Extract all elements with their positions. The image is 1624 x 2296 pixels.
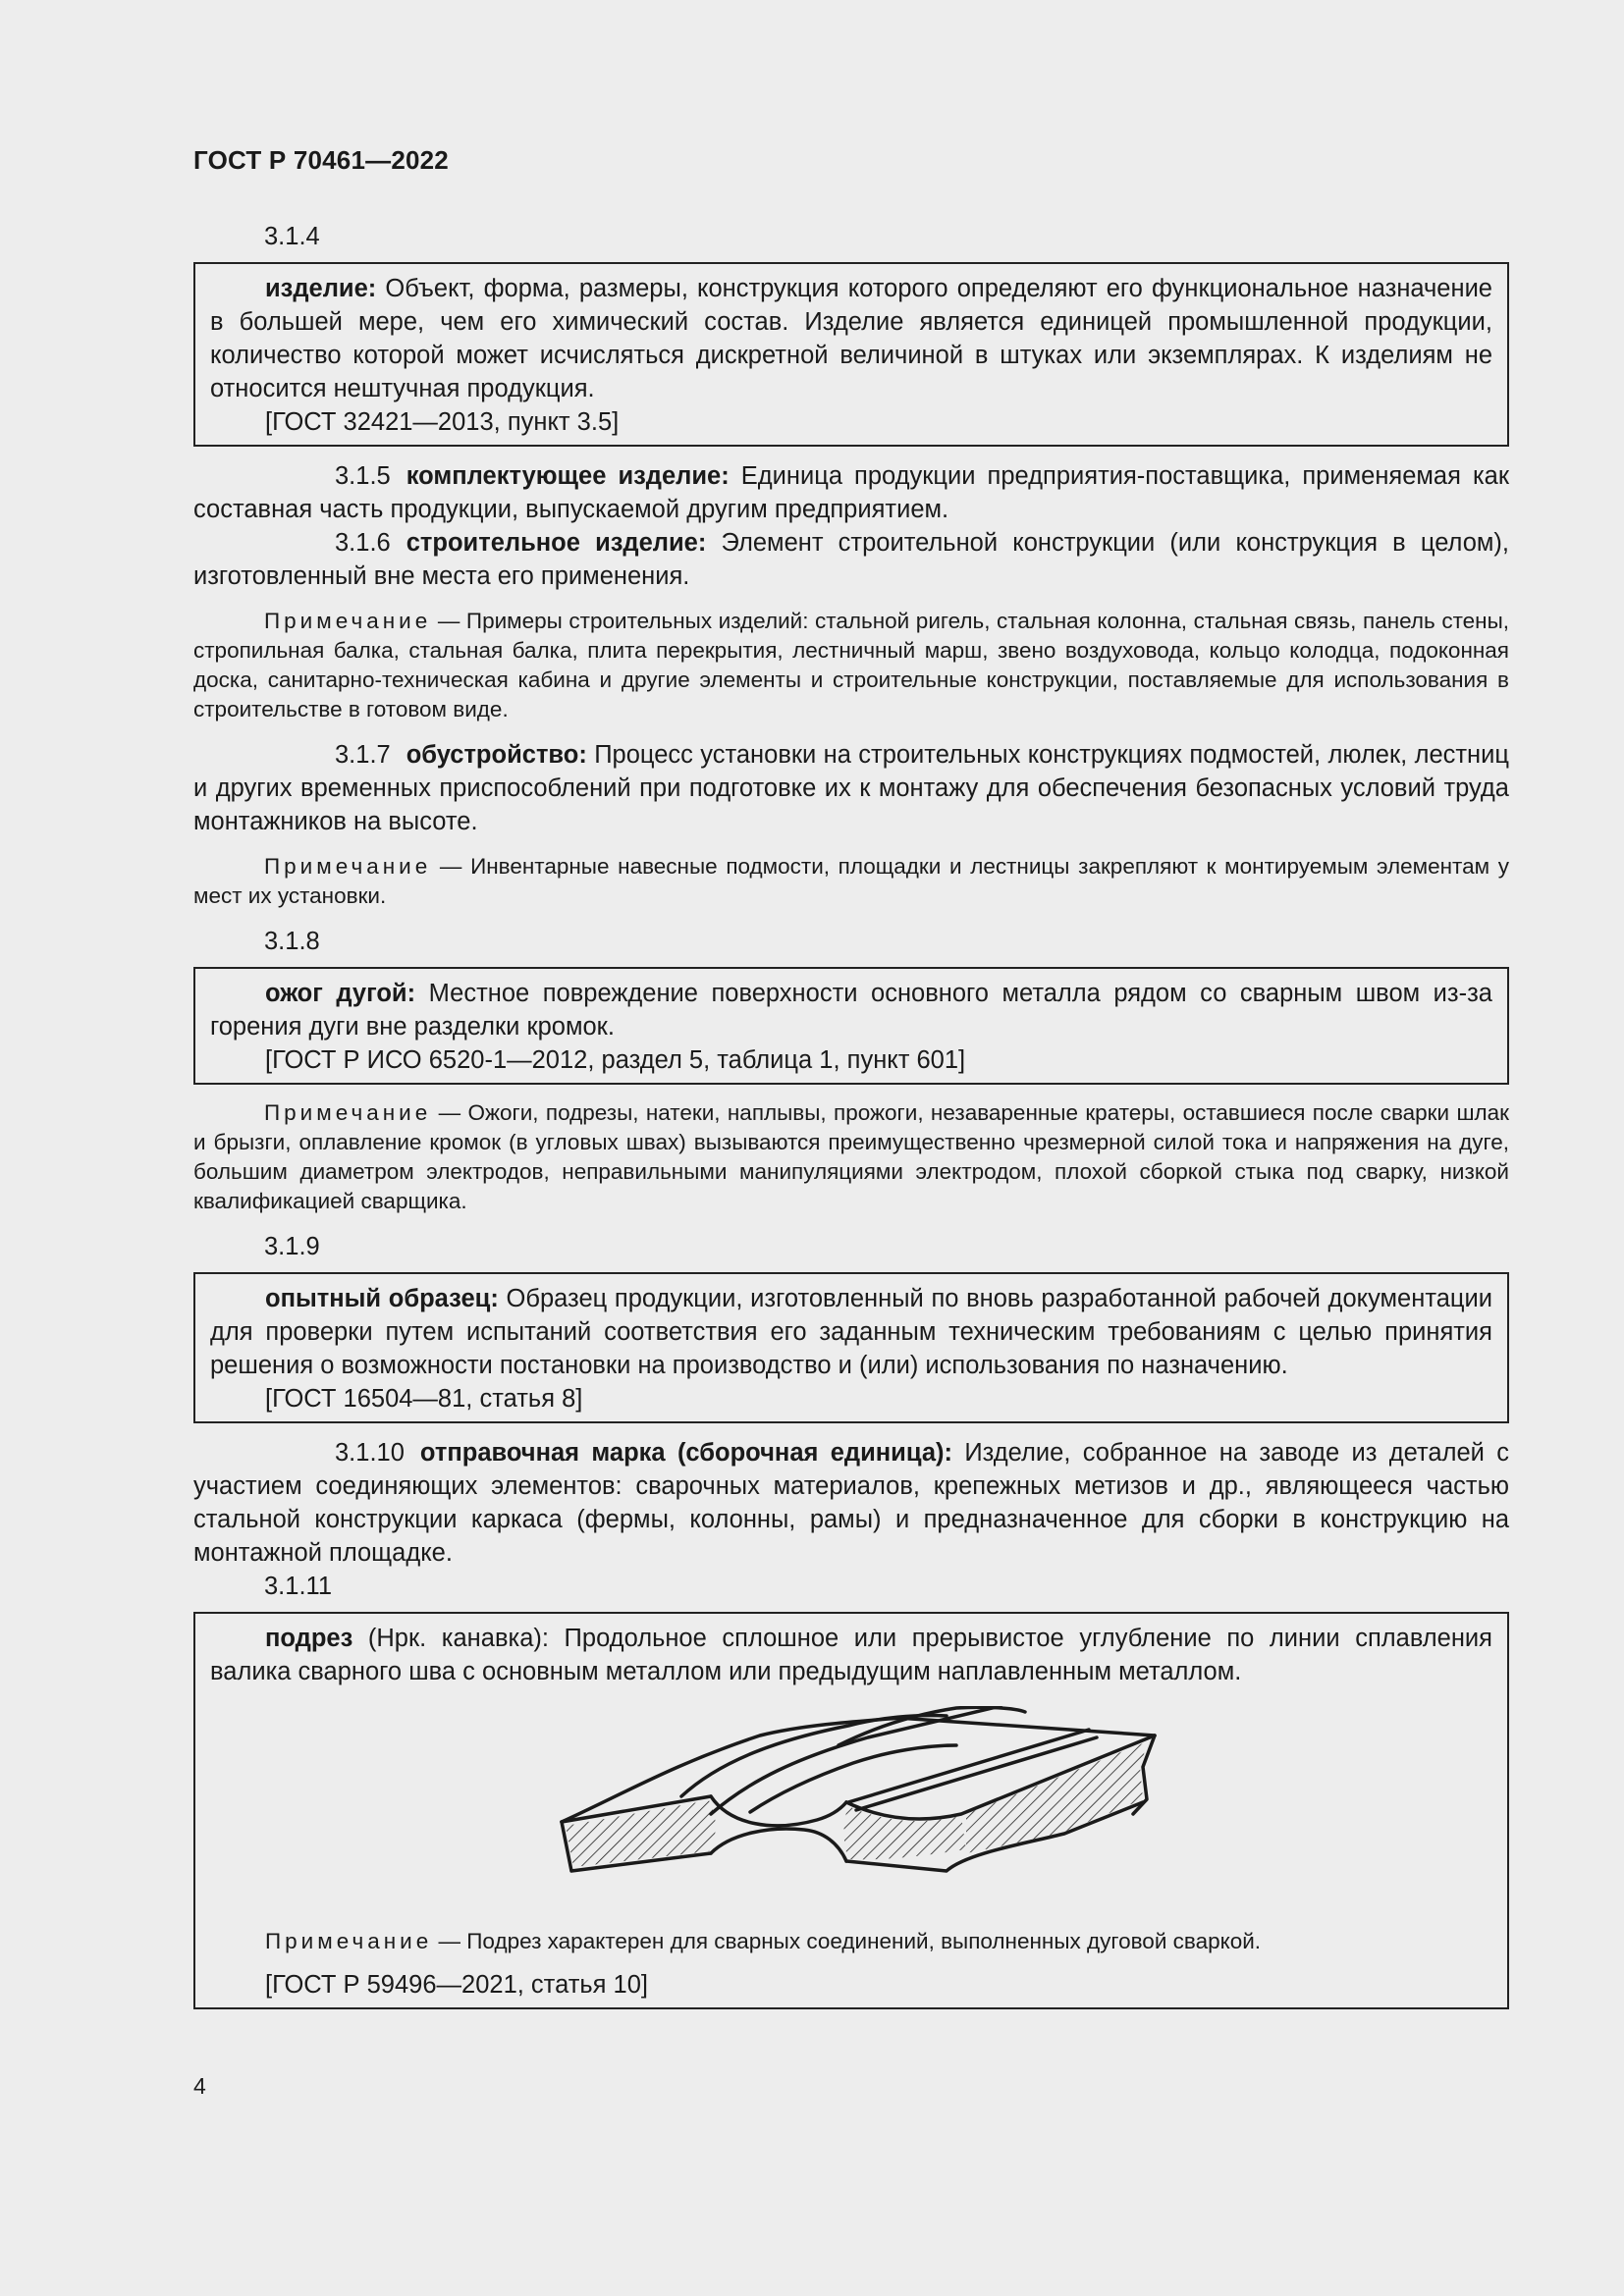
undercut-weld-figure (554, 1706, 1163, 1917)
note-label: Примечание (264, 609, 432, 633)
definition-3-1-4 (210, 272, 1492, 405)
source-reference: [ГОСТ Р ИСО 6520-1—2012, раздел 5, таблица 1, пункт 601] (265, 1046, 966, 1074)
note-3-1-8 (193, 1098, 1509, 1216)
term-box-3-1-8 (193, 967, 1509, 1085)
clause-number-3-1-9: 3.1.9 (264, 1233, 320, 1260)
term-name: изделие: (265, 275, 377, 302)
definition-3-1-5 (193, 459, 1509, 526)
clause-number-3-1-10: 3.1.10 (335, 1439, 405, 1467)
note-text: — Ожоги, подрезы, натеки, наплывы, прожоги, незаваренные кратеры, оставшиеся после сварки шлак и брызги, оплавление кромок (в угловых швах) вызываются преимущественно чрезмерной силой тока и напряжения на дуге, большим диаметром электродов, неправильными манипуляциями электродом, плохой сборкой стыка под сварку, низкой квалификацией сварщика. (193, 1100, 1509, 1213)
note-3-1-7 (193, 852, 1509, 911)
clause-number-3-1-7: 3.1.7 (335, 741, 391, 769)
term-definition: (Нрк. канавка): Продольное сплошное или прерывистое углубление по линии сплавления валика сварного шва с основным металлом или предыдущим наплавленным металлом. (210, 1625, 1492, 1685)
note-text: — Инвентарные навесные подмости, площадки и лестницы закрепляют к монтируемым элементам у мест их установки. (193, 854, 1509, 908)
definition-3-1-10 (193, 1436, 1509, 1570)
term-definition: Местное повреждение поверхности основного металла рядом со сварным швом из-за горения дуги вне разделки кромок. (210, 980, 1492, 1041)
note-label: Примечание (265, 1929, 433, 1953)
definition-3-1-6 (193, 526, 1509, 593)
term-box-3-1-9 (193, 1272, 1509, 1423)
term-name: отправочная марка (сборочная единица): (419, 1439, 952, 1467)
terms-section (193, 220, 1509, 2022)
note-text: — Подрез характерен для сварных соединений, выполненных дуговой сваркой. (438, 1929, 1262, 1953)
note-label: Примечание (264, 854, 432, 879)
term-name: опытный образец: (265, 1285, 499, 1312)
source-reference: [ГОСТ 16504—81, статья 8] (265, 1385, 583, 1413)
term-definition: Объект, форма, размеры, конструкция которого определяют его функциональное назначение в большей мере, чем его химический состав. Изделие является единицей промышленной продукции, количество которой может исчисляться дискретной величиной в штуках или экземплярах. К изделиям не относится нештучная продукция. (210, 275, 1492, 402)
term-name: комплектующее изделие: (406, 462, 730, 490)
clause-number-3-1-4: 3.1.4 (264, 223, 320, 250)
page-number: 4 (193, 2073, 206, 2099)
note-label: Примечание (264, 1100, 432, 1125)
note-text: — Примеры строительных изделий: стальной ригель, стальная колонна, стальная связь, панель стены, стропильная балка, стальная балка, плита перекрытия, лестничный марш, звено воздуховода, кольцо колодца, подоконная доска, санитарно-техническая кабина и другие элементы и строительные конструкции, поставляемые для использования в строительстве в готовом виде. (193, 609, 1509, 721)
term-name: обустройство: (406, 741, 587, 769)
term-definition: Образец продукции, изготовленный по вновь разработанной рабочей документации для проверки путем испытаний соответствия его заданным техническим требованиям с целью принятия решения о возможности постановки на производство и (или) использования по назначению. (210, 1285, 1492, 1379)
clause-number-3-1-6: 3.1.6 (335, 529, 391, 557)
term-definition: Элемент строительной конструкции (или конструкция в целом), изготовленный вне места его применения. (193, 529, 1509, 590)
definition-3-1-7 (193, 738, 1509, 838)
definition-3-1-8 (210, 977, 1492, 1043)
clause-number-3-1-8: 3.1.8 (264, 928, 320, 955)
term-definition: Процесс установки на строительных конструкциях подмостей, люлек, лестниц и других временных приспособлений при подготовке их к монтажу для обеспечения безопасных условий труда монтажников на высоте. (193, 741, 1509, 835)
definition-3-1-11 (210, 1622, 1492, 1688)
note-3-1-11 (210, 1927, 1492, 1956)
term-definition: Изделие, собранное на заводе из деталей с участием соединяющих элементов: сварочных материалов, крепежных метизов и др., являющееся частью стальной конструкции каркаса (фермы, колонны, рамы) и предназначенное для сборки в конструкцию на монтажной площадке. (193, 1439, 1509, 1567)
source-reference: [ГОСТ Р 59496—2021, статья 10] (265, 1971, 648, 1999)
term-name: ожог дугой: (265, 980, 416, 1007)
clause-number-3-1-11: 3.1.11 (264, 1573, 333, 1600)
note-3-1-6 (193, 607, 1509, 724)
term-name: подрез (265, 1625, 353, 1652)
term-definition: Единица продукции предприятия-поставщика, применяемая как составная часть продукции, выпускаемой другим предприятием. (193, 462, 1509, 523)
term-name: строительное изделие: (406, 529, 707, 557)
clause-number-3-1-5: 3.1.5 (335, 462, 391, 490)
term-box-3-1-4 (193, 262, 1509, 447)
definition-3-1-9 (210, 1282, 1492, 1382)
document-code: ГОСТ Р 70461—2022 (193, 145, 449, 175)
term-box-3-1-11 (193, 1612, 1509, 2009)
source-reference: [ГОСТ 32421—2013, пункт 3.5] (265, 408, 620, 436)
